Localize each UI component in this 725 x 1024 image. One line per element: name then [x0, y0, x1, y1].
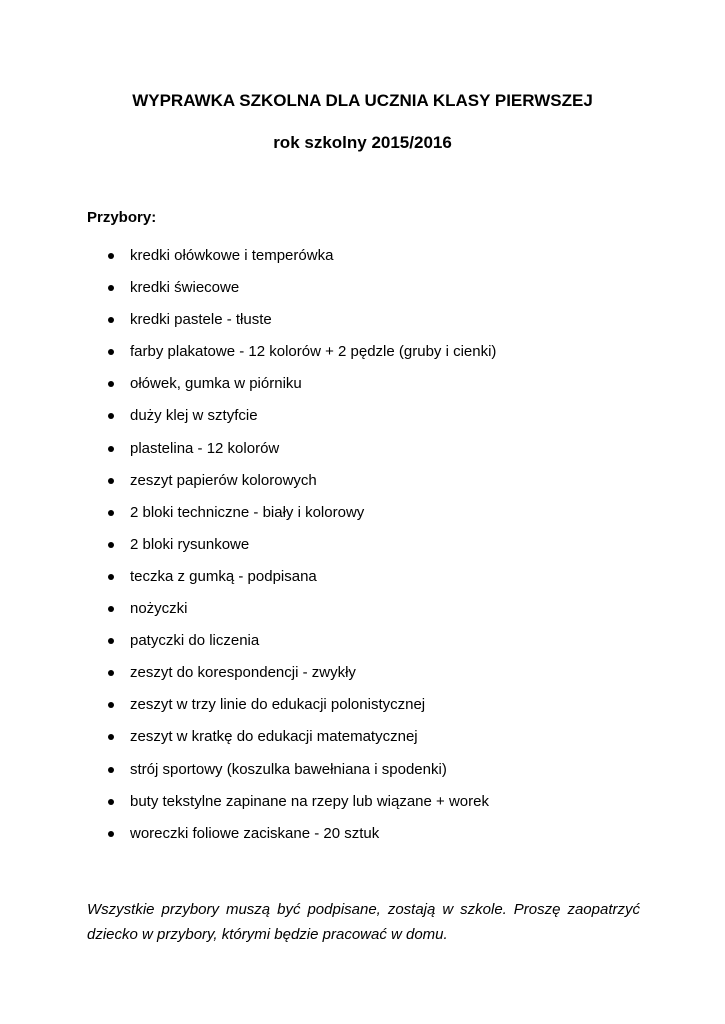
bullet-icon	[108, 510, 114, 516]
bullet-icon	[108, 317, 114, 323]
bullet-icon	[108, 670, 114, 676]
bullet-icon	[108, 574, 114, 580]
bullet-icon	[108, 381, 114, 387]
list-item	[0, 631, 725, 663]
list-item	[0, 310, 725, 342]
bullet-icon	[108, 638, 114, 644]
bullet-icon	[108, 831, 114, 837]
list-item-text: farby plakatowe - 12 kolorów + 2 pędzle (gruby i cienki)	[130, 343, 497, 361]
list-item-text: teczka z gumką - podpisana	[130, 567, 317, 585]
list-item-text: patyczki do liczenia	[130, 632, 260, 650]
list-item	[0, 278, 725, 310]
list-item-text: zeszyt papierów kolorowych	[130, 471, 317, 489]
list-item	[0, 406, 725, 438]
list-item-text: zeszyt do korespondencji - zwykły	[130, 664, 356, 682]
list-item	[0, 374, 725, 406]
list-item-text: duży klej w sztyfcie	[130, 407, 258, 425]
bullet-icon	[108, 767, 114, 773]
bullet-icon	[108, 799, 114, 805]
list-item-text: kredki świecowe	[130, 279, 240, 297]
list-item	[0, 760, 725, 792]
list-item	[0, 727, 725, 759]
list-item-text: strój sportowy (koszulka bawełniana i spodenki)	[130, 760, 447, 778]
list-item	[0, 663, 725, 695]
list-item-text: buty tekstylne zapinane na rzepy lub wiązane + worek	[130, 792, 489, 810]
list-item-text: kredki ołówkowe i temperówka	[130, 247, 334, 264]
list-item-text: 2 bloki techniczne - biały i kolorowy	[130, 503, 365, 521]
bullet-icon	[108, 413, 114, 419]
list-item	[0, 824, 725, 856]
list-item-text: kredki pastele - tłuste	[130, 311, 272, 329]
bullet-icon	[108, 478, 114, 484]
document-title: WYPRAWKA SZKOLNA DLA UCZNIA KLASY PIERWSZEJ	[132, 91, 593, 110]
list-item	[0, 599, 725, 631]
bullet-icon	[108, 542, 114, 548]
bullet-icon	[108, 734, 114, 740]
bullet-icon	[108, 702, 114, 708]
list-item	[0, 439, 725, 471]
bullet-icon	[108, 606, 114, 612]
bullet-icon	[108, 446, 114, 452]
list-item-text: 2 bloki rysunkowe	[130, 535, 250, 553]
list-item	[0, 535, 725, 567]
list-item	[0, 695, 725, 727]
school-year-subtitle: rok szkolny 2015/2016	[273, 133, 452, 152]
list-item	[0, 792, 725, 824]
list-item	[0, 567, 725, 599]
bullet-icon	[108, 285, 114, 291]
list-item-text: plastelina - 12 kolorów	[130, 439, 280, 457]
list-item	[0, 471, 725, 503]
list-item	[0, 503, 725, 535]
bullet-icon	[108, 253, 114, 259]
list-item-text: zeszyt w trzy linie do edukacji polonistycznej	[130, 696, 426, 714]
list-item	[0, 246, 725, 278]
list-item-text: woreczki foliowe zaciskane - 20 sztuk	[130, 824, 380, 842]
bullet-icon	[108, 349, 114, 355]
footer-note: Wszystkie przybory muszą być podpisane, zostają w szkole. Proszę zaopatrzyć dziecko w przybory, którymi będzie pracować w domu.	[87, 901, 640, 943]
list-item-text: nożyczki	[130, 600, 188, 618]
list-item-text: zeszyt w kratkę do edukacji matematycznej	[130, 728, 418, 746]
list-item-text: ołówek, gumka w piórniku	[130, 375, 302, 393]
supplies-heading: Przybory:	[87, 209, 157, 226]
list-item	[0, 342, 725, 374]
supplies-list	[0, 246, 725, 856]
